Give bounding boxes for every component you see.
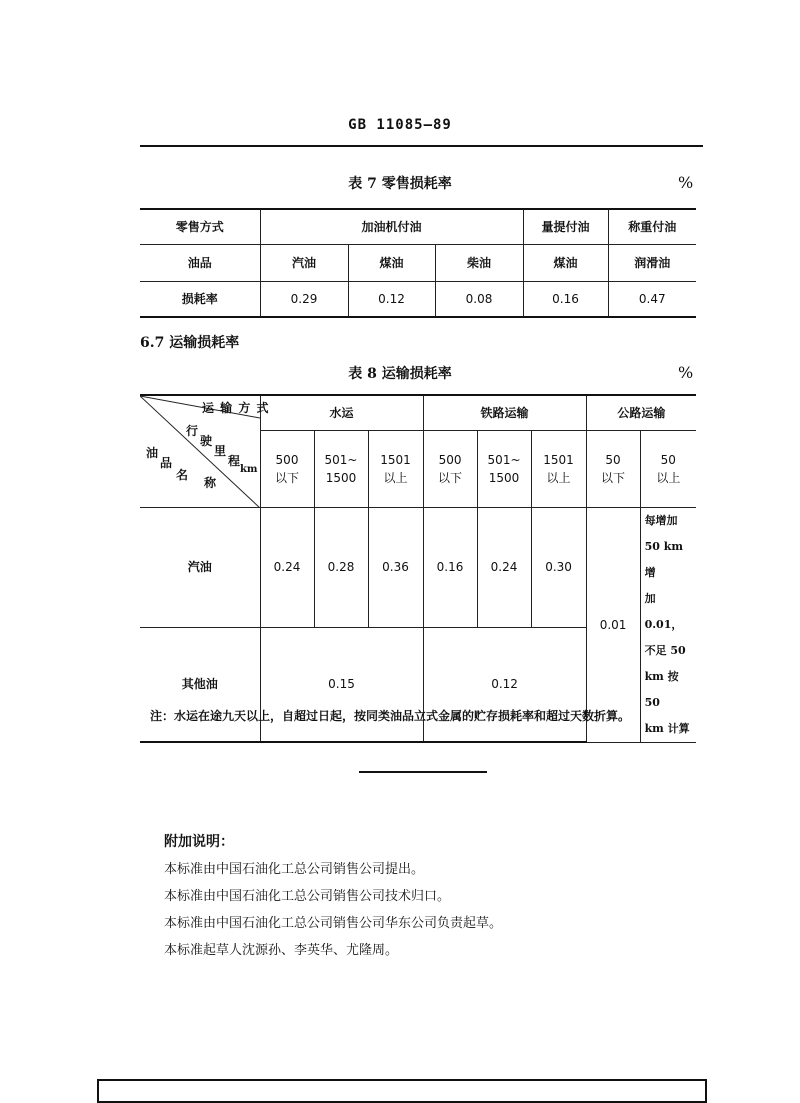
table8-corner-cell [140, 395, 270, 507]
table8-product-name: 汽油 [140, 507, 260, 627]
corner-product-char: 品 [160, 456, 173, 470]
table7-product-label: 油品 [140, 244, 260, 281]
corner-transport-label: 运 输 方 式 [202, 401, 270, 415]
table8-other-rail: 0.12 [423, 627, 586, 742]
table7-rate-value: 0.08 [435, 281, 523, 317]
table7-product: 柴油 [435, 244, 523, 281]
appendix-line: 本标准由中国石油化工总公司销售公司提出。 [164, 862, 425, 877]
table8 [140, 394, 696, 743]
table8-distance-header: 1501 以上 [368, 430, 423, 507]
table7-rate-value: 0.47 [608, 281, 696, 317]
corner-distance-char: 程 [228, 454, 241, 468]
table7-method-label: 零售方式 [140, 209, 260, 244]
corner-distance-char: 驶 [200, 434, 213, 448]
table8-distance-header: 50 以下 [586, 430, 640, 507]
table7 [140, 208, 696, 318]
table8-rate-value: 0.24 [477, 507, 531, 627]
table8-distance-header: 501~ 1500 [477, 430, 531, 507]
table8-rate-value: 0.16 [423, 507, 477, 627]
table7-group-measure: 量提付油 [523, 209, 608, 244]
table7-product: 汽油 [260, 244, 348, 281]
table-row [140, 244, 696, 281]
appendix [164, 829, 502, 964]
table7-rate-value: 0.29 [260, 281, 348, 317]
table8-distance-header: 500 以下 [260, 430, 314, 507]
table8-group-water: 水运 [260, 395, 423, 430]
table8-note: 注：水运在途九天以上，自超过日起，按同类油品立式金属的贮存损耗率和超过天数折算。 [150, 709, 631, 723]
table8-group-road: 公路运输 [586, 395, 696, 430]
table7-rate-value: 0.16 [523, 281, 608, 317]
table7-group-dispenser: 加油机付油 [260, 209, 523, 244]
table8-product-name: 其他油 [140, 627, 260, 742]
corner-distance-unit: km [240, 464, 258, 475]
table8-unit: % [678, 363, 694, 382]
table8-rate-value: 0.24 [260, 507, 314, 627]
section-heading: 6.7 运输损耗率 [140, 335, 240, 351]
table7-unit: % [678, 173, 694, 192]
table7-group-weigh: 称重付油 [608, 209, 696, 244]
table7-rate-value: 0.12 [348, 281, 435, 317]
table8-group-rail: 铁路运输 [423, 395, 586, 430]
corner-product-char: 油 [146, 446, 159, 460]
end-rule [359, 771, 487, 773]
table8-road-above-50-rule: 每增加 50 km 增 加 0.01， 不足 50 km 按 50 km 计算 [640, 507, 696, 742]
table8-road-below-50: 0.01 [586, 507, 640, 742]
corner-distance-char: 里 [214, 444, 227, 458]
appendix-line: 本标准起草人沈源孙、李英华、尤隆周。 [164, 943, 399, 958]
table8-distance-header: 1501 以上 [531, 430, 586, 507]
appendix-title: 附加说明： [164, 834, 234, 850]
table8-rate-value: 0.28 [314, 507, 368, 627]
table8-distance-header: 501~ 1500 [314, 430, 368, 507]
table-row [140, 281, 696, 317]
table-row [140, 507, 696, 627]
table8-distance-header: 50 以上 [640, 430, 696, 507]
table7-caption: 表 7 零售损耗率 [348, 176, 452, 192]
corner-product-char: 称 [204, 476, 217, 490]
appendix-line: 本标准由中国石油化工总公司销售公司技术归口。 [164, 889, 451, 904]
table8-caption: 表 8 运输损耗率 [348, 366, 452, 382]
standard-number: GB 11085—89 [348, 117, 452, 133]
table8-distance-header: 500 以下 [423, 430, 477, 507]
table-row [140, 209, 696, 244]
table7-product: 润滑油 [608, 244, 696, 281]
table7-product: 煤油 [523, 244, 608, 281]
footer-box [97, 1079, 707, 1103]
corner-product-char: 名 [176, 468, 189, 482]
header-rule [140, 145, 703, 147]
table8-other-water: 0.15 [260, 627, 423, 742]
table7-rate-label: 损耗率 [140, 281, 260, 317]
table-row [140, 395, 696, 430]
appendix-line: 本标准由中国石油化工总公司销售公司华东公司负责起草。 [164, 916, 503, 931]
corner-distance-char: 行 [186, 424, 199, 438]
table8-rate-value: 0.36 [368, 507, 423, 627]
table8-rate-value: 0.30 [531, 507, 586, 627]
table7-product: 煤油 [348, 244, 435, 281]
